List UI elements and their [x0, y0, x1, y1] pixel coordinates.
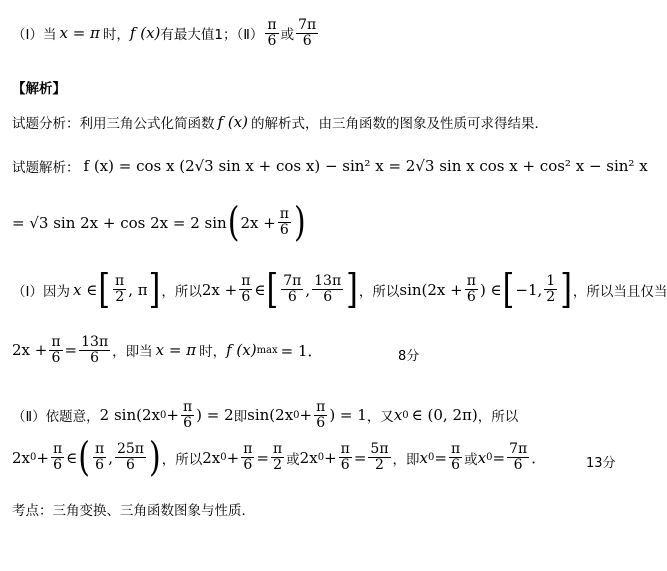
subscript: 0 — [486, 452, 493, 463]
equation: 2x + — [201, 280, 238, 299]
equation: = — [353, 448, 367, 467]
equation: , π — [128, 280, 148, 299]
equation: = — [64, 341, 78, 360]
subscript: 0 — [293, 409, 300, 421]
fraction: $\frac{13\pi}{6}$ — [81, 334, 109, 366]
equation: ) ∈ — [479, 280, 502, 299]
score-8: 8分 — [398, 349, 420, 364]
jiexi-heading: 【解析】 — [12, 81, 66, 97]
fraction: $\frac{\pi}{6}$ — [316, 399, 326, 431]
fraction: $\frac{7\pi}{6}$ — [283, 273, 302, 305]
fraction: $\frac{13\pi}{6}$ — [314, 273, 342, 305]
part2-text: ，所以 — [161, 451, 203, 468]
or-text: 或 — [280, 27, 295, 44]
equation: = √3 sin 2x + cos 2x = 2 sin — [12, 213, 227, 232]
answer-line — [12, 18, 320, 48]
fraction: $\frac{\pi}{6}$ — [182, 399, 193, 431]
fraction: $\frac{25\pi}{6}$ — [116, 441, 144, 473]
equation: 2x — [12, 448, 31, 467]
part2-line-1 — [12, 400, 518, 430]
subscript: 0 — [220, 452, 227, 463]
fraction: $\frac{\pi}{2}$ — [115, 273, 125, 305]
equation: + — [226, 448, 240, 467]
function-fx: f (x) — [129, 24, 161, 43]
equation: + — [166, 406, 179, 425]
fraction: $\frac{\pi}{6}$ — [340, 441, 350, 473]
or-text: 或 — [464, 451, 478, 468]
condition: x = π — [155, 341, 197, 360]
answer-text: 有最大值1；（Ⅱ） — [160, 27, 264, 44]
part2-text: （Ⅱ）依题意， — [12, 409, 100, 426]
equation: x — [419, 448, 428, 467]
fraction: $\frac{\pi}{6}$ — [51, 334, 61, 366]
subscript: 0 — [428, 452, 435, 463]
fraction: $\frac{\pi}{6}$ — [466, 273, 476, 305]
equation: ) = 1 — [329, 406, 367, 425]
subscript: 0 — [159, 409, 167, 421]
fraction: $\frac{\pi}{6}$ — [267, 17, 277, 49]
equation: + — [299, 406, 313, 425]
part2-text: ，又 — [366, 409, 394, 426]
equation: x — [477, 448, 487, 467]
equation: = 1． — [280, 341, 323, 360]
equation: = — [256, 448, 269, 467]
fraction: $\frac{\pi}{6}$ — [52, 441, 63, 473]
condition: x = π — [59, 24, 100, 43]
equation: sin(2x — [247, 406, 294, 425]
max-subscript: max — [256, 344, 278, 356]
fraction: $\frac{5\pi}{2}$ — [370, 441, 389, 473]
or-text: 或 — [286, 451, 300, 468]
part2-line-2: 2x 0 + $\frac{\pi}{6}$ ∈ ( $\frac{\pi}{6}$ , $\frac{25\pi}{6}$ ) ，所以 2x 0 + $\frac{\pi}{6}$ = $\frac{\pi}{2}$ 或 2x 0 + $\frac{\pi}{6}$ = $\frac{5\pi}{2}$ ，即 x 0 = $\frac{\pi}{6}$ 或 x 0 = $\frac{7\pi}{6}$ ． — [12, 433, 547, 482]
part1-line-2 — [12, 335, 323, 365]
part1-text: ，所以当且仅当 — [572, 283, 667, 300]
answer-text: （Ⅰ）当 — [12, 27, 57, 44]
function-fx: f (x) — [226, 341, 257, 360]
fraction: $\frac{1}{2}$ — [546, 273, 556, 305]
equation: ． — [531, 449, 547, 467]
fraction: $\frac{\pi}{6}$ — [95, 441, 105, 473]
part1-text: （Ⅰ）因为 — [12, 283, 70, 300]
equation: x — [393, 406, 403, 425]
part2-text: ，即 — [392, 451, 420, 468]
analysis-line — [12, 112, 548, 132]
fraction: $\frac{\pi}{2}$ — [272, 441, 283, 473]
part1-text: 时， — [199, 344, 227, 361]
subscript: 0 — [317, 452, 325, 463]
equation: ) = 2 — [196, 406, 234, 425]
part2-text: ，所以 — [477, 409, 519, 426]
equation: ∈ — [66, 448, 78, 467]
solution-line-2: = √3 sin 2x + cos 2x = 2 sin ( 2x + $\frac{\pi}{6}$ ) — [12, 198, 306, 247]
equation: −1, — [515, 280, 543, 299]
equation: + — [324, 448, 337, 467]
equation: 2x + — [12, 341, 48, 360]
equation: ∈ (0, 2π) — [411, 406, 478, 425]
fraction: $\frac{7\pi}{6}$ — [509, 441, 528, 473]
equation: 2x — [299, 448, 318, 467]
kaodian-line: 考点：三角变换、三角函数图象与性质． — [12, 503, 255, 519]
part1-text: ，所以 — [358, 283, 400, 300]
solution-line-1 — [12, 156, 648, 176]
equation: = — [434, 448, 447, 467]
fraction: $\frac{\pi}{6}$ — [241, 273, 251, 305]
function-fx: f (x) — [217, 113, 248, 131]
equation: = — [492, 448, 506, 467]
equation: f (x) = cos x (2√3 sin x + cos x) − sin² x = 2√3 sin x cos x + cos² x − sin² x — [83, 157, 648, 175]
part1-text: ，所以 — [161, 283, 202, 300]
subscript: 0 — [402, 409, 409, 421]
solution-label: 试题解析： — [12, 160, 80, 176]
analysis-text: 的解析式，由三角函数的图象及性质可求得结果． — [250, 116, 548, 132]
fraction: $\frac{\pi}{6}$ — [279, 206, 289, 238]
fraction: $\frac{7\pi}{6}$ — [298, 17, 317, 49]
fraction: $\frac{\pi}{6}$ — [243, 441, 253, 473]
equation: x ∈ — [72, 280, 98, 299]
part2-text: 即 — [233, 409, 248, 426]
part1-text: ，即当 — [112, 344, 153, 361]
part1-line-1: （Ⅰ）因为 x ∈ [ $\frac{\pi}{2}$ , π ] ，所以 2x + $\frac{\pi}{6}$ ∈ [ $\frac{7\pi}{6}$ , $\frac{13\pi}{6}$ ] ，所以 sin(2x + $\frac{\pi}{6}$ ) ∈ [ −1, $\frac{1}{2}$ ] ，所以当且仅当 — [12, 265, 667, 314]
subscript: 0 — [30, 452, 37, 463]
equation: 2x + — [240, 213, 276, 232]
answer-text: 时， — [102, 27, 130, 44]
equation: 2x — [202, 448, 221, 467]
equation: sin(2x + — [399, 280, 463, 299]
equation: ∈ — [254, 280, 266, 299]
equation: 2 sin(2x — [99, 406, 160, 425]
score-13: 13分 — [586, 456, 616, 471]
equation: + — [36, 448, 49, 467]
fraction: $\frac{\pi}{6}$ — [450, 441, 461, 473]
analysis-text: 试题分析：利用三角公式化简函数 — [12, 116, 215, 132]
